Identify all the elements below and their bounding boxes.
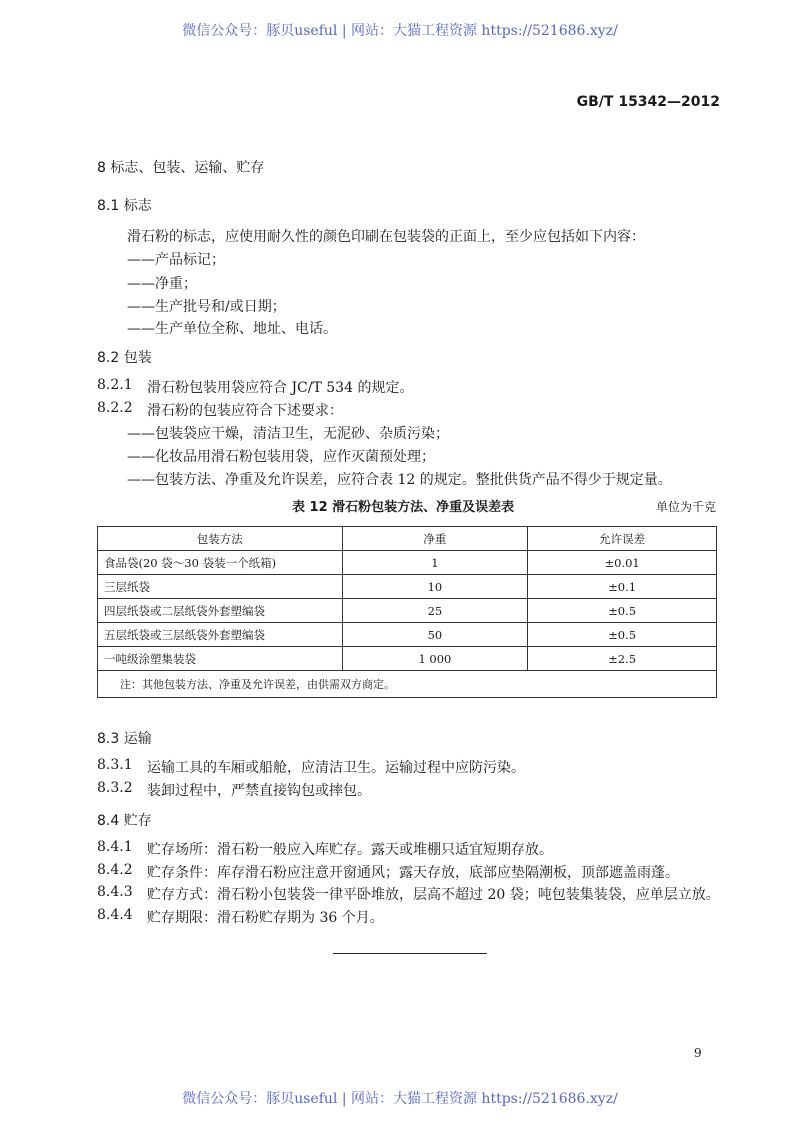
table-cell: ±0.01 bbox=[528, 551, 717, 575]
table-row bbox=[98, 623, 717, 647]
table-note-row bbox=[98, 671, 717, 698]
clause-text: 运输工具的车厢或船舱，应清洁卫生。运输过程中应防污染。 bbox=[147, 760, 525, 776]
watermark-top: 微信公众号：豚贝useful | 网站：大猫工程资源 https://521686.xyz/ bbox=[182, 23, 618, 39]
section-8-3-title: 8.3 运输 bbox=[97, 731, 152, 747]
table-cell: 三层纸袋 bbox=[98, 575, 343, 599]
table-row bbox=[98, 575, 717, 599]
section-8-title: 8 标志、包装、运输、贮存 bbox=[97, 160, 265, 176]
watermark-bottom: 微信公众号：豚贝useful | 网站：大猫工程资源 https://521686.xyz/ bbox=[182, 1091, 618, 1107]
clause-text: 贮存场所：滑石粉一般应入库贮存。露天或堆棚只适宜短期存放。 bbox=[147, 842, 553, 858]
table-cell: 五层纸袋或三层纸袋外套塑编袋 bbox=[98, 623, 343, 647]
section-8-1-intro: 滑石粉的标志，应使用耐久性的颜色印刷在包装袋的正面上，至少应包括如下内容： bbox=[127, 229, 645, 245]
standard-number: GB/T 15342—2012 bbox=[576, 94, 720, 110]
section-8-4-title: 8.4 贮存 bbox=[97, 813, 152, 829]
table-cell: 四层纸袋或二层纸袋外套塑编袋 bbox=[98, 599, 343, 623]
table-cell: ±0.1 bbox=[528, 575, 717, 599]
clause-number: 8.4.4 bbox=[97, 907, 133, 923]
table-cell: 食品袋(20 袋～30 袋装一个纸箱) bbox=[98, 551, 343, 575]
clause-text: 贮存期限：滑石粉贮存期为 36 个月。 bbox=[147, 910, 384, 926]
table-cell: 50 bbox=[342, 623, 528, 647]
table-row bbox=[98, 551, 717, 575]
clause-number: 8.4.2 bbox=[97, 862, 133, 878]
section-8-1-title: 8.1 标志 bbox=[97, 198, 152, 214]
table-cell: 25 bbox=[342, 599, 528, 623]
clause-text: 贮存条件：库存滑石粉应注意开窗通风；露天存放，底部应垫隔潮板，顶部遮盖雨蓬。 bbox=[147, 865, 679, 881]
list-item: ——净重； bbox=[127, 276, 197, 292]
clause-text: 贮存方式：滑石粉小包装袋一律平卧堆放，层高不超过 20 袋；吨包装集装袋，应单层立放。 bbox=[147, 887, 720, 903]
clause-number: 8.3.1 bbox=[97, 757, 133, 773]
table-row bbox=[98, 647, 717, 671]
list-item: ——生产单位全称、地址、电话。 bbox=[127, 321, 337, 337]
list-item: ——包装袋应干燥，清洁卫生，无泥砂、杂质污染； bbox=[127, 426, 449, 442]
table-caption: 表 12 滑石粉包装方法、净重及误差表 bbox=[292, 500, 515, 515]
clause-number: 8.3.2 bbox=[97, 780, 133, 796]
list-item: ——化妆品用滑石粉包装用袋，应作灭菌预处理； bbox=[127, 449, 435, 465]
table-header-row bbox=[98, 527, 717, 551]
section-8-2-title: 8.2 包装 bbox=[97, 350, 152, 366]
clause-text: 滑石粉的包装应符合下述要求： bbox=[147, 403, 343, 419]
clause-number: 8.2.2 bbox=[97, 400, 133, 416]
table-12 bbox=[97, 526, 717, 698]
page-number: 9 bbox=[694, 1046, 702, 1060]
clause-number: 8.4.1 bbox=[97, 839, 133, 855]
table-cell: 1 000 bbox=[342, 647, 528, 671]
column-header: 允许误差 bbox=[528, 527, 717, 551]
list-item: ——产品标记； bbox=[127, 252, 225, 268]
table-cell: ±0.5 bbox=[528, 623, 717, 647]
clause-text: 装卸过程中，严禁直接钩包或摔包。 bbox=[147, 783, 371, 799]
table-cell: 一吨级涂塑集装袋 bbox=[98, 647, 343, 671]
list-item: ——生产批号和/或日期； bbox=[127, 299, 286, 315]
end-rule bbox=[333, 953, 487, 954]
clause-text: 滑石粉包装用袋应符合 JC/T 534 的规定。 bbox=[147, 380, 414, 396]
column-header: 包装方法 bbox=[98, 527, 343, 551]
table-note: 注：其他包装方法、净重及允许误差，由供需双方商定。 bbox=[98, 671, 717, 698]
table-cell: ±2.5 bbox=[528, 647, 717, 671]
table-row bbox=[98, 599, 717, 623]
table-cell: 10 bbox=[342, 575, 528, 599]
list-item: ——包装方法、净重及允许误差，应符合表 12 的规定。整批供货产品不得少于规定量。 bbox=[127, 472, 672, 488]
table-cell: 1 bbox=[342, 551, 528, 575]
table-unit: 单位为千克 bbox=[656, 500, 717, 514]
clause-number: 8.2.1 bbox=[97, 377, 133, 393]
clause-number: 8.4.3 bbox=[97, 884, 133, 900]
table-cell: ±0.5 bbox=[528, 599, 717, 623]
column-header: 净重 bbox=[342, 527, 528, 551]
